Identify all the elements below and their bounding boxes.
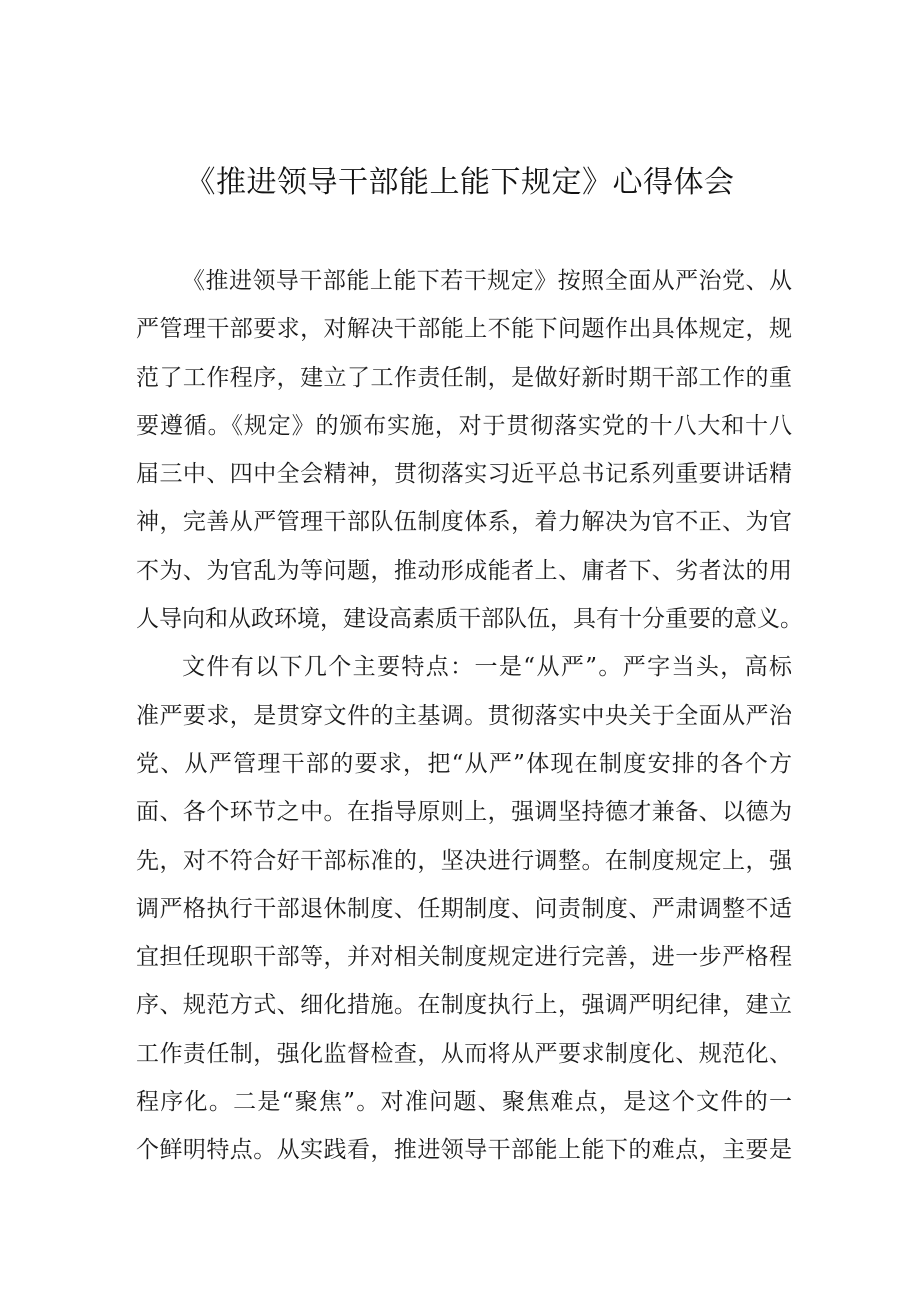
paragraph-2-line: 先，对不符合好干部标准的，坚决进行调整。在制度规定上，强 [136,847,792,874]
paragraph-2-line: 个鲜明特点。从实践看，推进领导干部能上能下的难点，主要是 [136,1137,792,1164]
paragraph-1-line: 《推进领导干部能上能下若干规定》按照全面从严治党、从 [182,268,792,294]
paragraph-2-line: 文件有以下几个主要特点：一是“从严”。严字当头，高标 [182,654,792,681]
paragraph-1-line: 范了工作程序，建立了工作责任制，是做好新时期干部工作的重 [136,364,792,391]
paragraph-1-line: 届三中、四中全会精神，贯彻落实习近平总书记系列重要讲话精 [136,461,792,488]
paragraph-2-line: 程序化。二是“聚焦”。对准问题、聚焦难点，是这个文件的一 [136,1089,792,1116]
paragraph-2-line: 党、从严管理干部的要求，把“从严”体现在制度安排的各个方 [136,750,792,777]
paragraph-1-line: 人导向和从政环境，建设高素质干部队伍，具有十分重要的意义。 [136,606,803,633]
document-body [136,262,816,1180]
paragraph-2-line: 工作责任制，强化监督检查，从而将从严要求制度化、规范化、 [136,1040,792,1067]
paragraph-2-line: 序、规范方式、细化措施。在制度执行上，强调严明纪律，建立 [136,992,792,1019]
paragraph-1-line: 神，完善从严管理干部队伍制度体系，着力解决为官不正、为官 [136,509,792,536]
paragraph-1-line: 严管理干部要求，对解决干部能上不能下问题作出具体规定，规 [136,316,792,343]
paragraph-2-line: 宜担任现职干部等，并对相关制度规定进行完善，进一步严格程 [136,944,792,971]
paragraph-2-line: 面、各个环节之中。在指导原则上，强调坚持德才兼备、以德为 [136,799,792,826]
document-title: 《推进领导干部能上能下规定》心得体会 [185,165,735,200]
paragraph-2-line: 准严要求，是贯穿文件的主基调。贯彻落实中央关于全面从严治 [136,702,792,729]
paragraph-1-line: 不为、为官乱为等问题，推动形成能者上、庸者下、劣者汰的用 [136,557,792,584]
paragraph-2-line: 调严格执行干部退休制度、任期制度、问责制度、严肃调整不适 [136,895,792,922]
paragraph-1-line: 要遵循。《规定》的颁布实施，对于贯彻落实党的十八大和十八 [136,412,792,439]
